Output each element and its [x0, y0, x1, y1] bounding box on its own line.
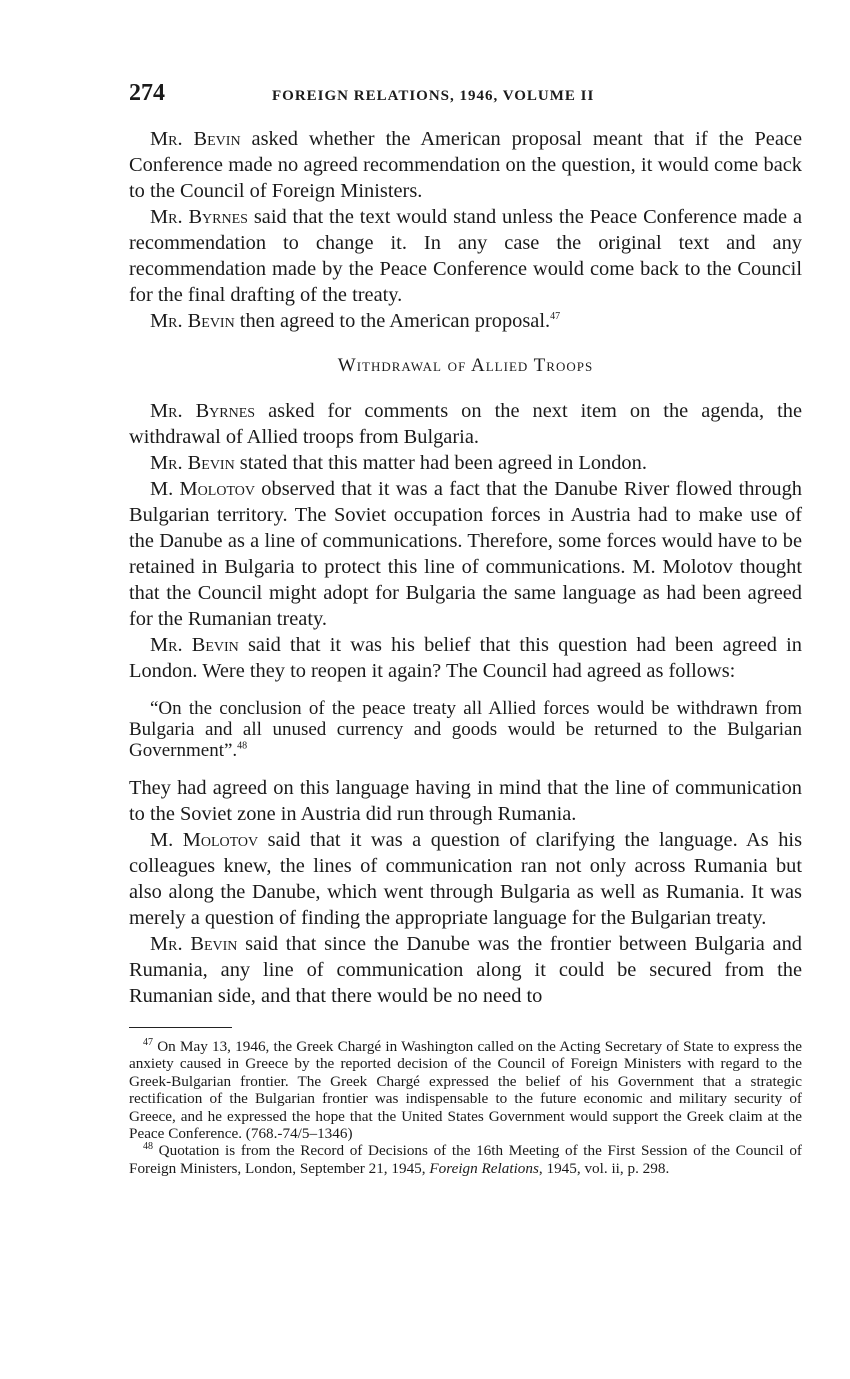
footnote-reference[interactable]: 47	[550, 311, 561, 323]
paragraph-text: asked whether the American proposal meant that if the Peace Conference made no agreed recommendation on the question, it would come back to the Council of Foreign Ministers.	[129, 128, 803, 202]
paragraph	[129, 204, 802, 308]
paragraph	[129, 476, 802, 632]
speaker-name: Mr. Bevin	[150, 933, 238, 955]
speaker-name: Mr. Bevin	[150, 634, 239, 656]
footnote-text: , 1945, vol. ii, p. 298.	[538, 1159, 670, 1177]
paragraph	[129, 126, 802, 204]
footnote-text: Quotation is from the Record of Decisions of the 16th Meeting of the First Session of the Council of Foreign Ministers, London, September 21, 1945,	[129, 1142, 802, 1177]
footnote-divider	[129, 1027, 232, 1028]
page-number: 274	[129, 80, 165, 106]
block-quote	[129, 698, 802, 761]
section-heading: Withdrawal of Allied Troops	[337, 355, 594, 376]
paragraph-text: said that the text would stand unless the Peace Conference made a recommendation to change it. In any case the original text and any recommendation made by the Peace Conference would come back to the Council for the final drafting of the treaty.	[129, 206, 803, 306]
document-page	[129, 80, 802, 1177]
page-header	[129, 80, 802, 110]
footnote-47	[129, 1038, 802, 1142]
paragraph-text: said that it was a question of clarifying the language. As his colleagues knew, the lines of communication ran not only across Rumania but also along the Danube, which went through Bulgaria as well as Rumania. It was merely a question of finding the appropriate language for the Bulgarian treaty.	[129, 829, 802, 929]
paragraph-text: They had agreed on this language having in mind that the line of communication to the Soviet zone in Austria did run through Rumania.	[129, 777, 802, 825]
paragraph-text: said that it was his belief that this question had been agreed in London. Were they to reopen it again? The Council had agreed as follows:	[129, 634, 802, 682]
paragraph	[129, 632, 802, 684]
footnote-mark: 48	[143, 1141, 153, 1153]
footnote-48	[129, 1142, 802, 1177]
footnote-text: On May 13, 1946, the Greek Chargé in Washington called on the Acting Secretary of State to express the anxiety caused in Greece by the reported decision of the Council of Foreign Ministers with regard to the Greek-Bulgarian frontier. The Greek Chargé expressed the belief of his Government that a strategic rectification of the Bulgarian frontier was indispensable to the future economic and military security of Greece, and he expressed the hope that the United States Government would support the Greek claim at the Peace Conference. (768.-74/5–1346)	[129, 1038, 802, 1143]
footnote-mark: 47	[143, 1036, 153, 1048]
paragraph	[129, 775, 802, 827]
speaker-name: Mr. Bevin	[150, 452, 235, 474]
paragraph	[129, 398, 802, 450]
paragraph	[129, 450, 802, 476]
paragraph	[129, 827, 802, 931]
quote-text: “On the conclusion of the peace treaty all Allied forces would be withdrawn from Bulgaria and all unused currency and goods would be returned to the Bulgarian Government”.	[129, 698, 802, 761]
paragraph-text: said that since the Danube was the frontier between Bulgaria and Rumania, any line of communication along it could be secured from the Rumanian side, and that there would be no need to	[129, 933, 802, 1007]
paragraph-text: observed that it was a fact that the Danube River flowed through Bulgarian territory. The Soviet occupation forces in Austria had to make use of the Danube as a line of communications. Therefore, some forces would have to be retained in Bulgaria to protect this line of communications. M. Molotov thought that the Council might adopt for Bulgaria the same language as had been agreed for the Rumanian treaty.	[129, 478, 802, 630]
speaker-name: Mr. Byrnes	[150, 206, 248, 228]
speaker-name: M. Molotov	[150, 478, 255, 500]
speaker-name: Mr. Byrnes	[150, 400, 256, 422]
speaker-name: Mr. Bevin	[150, 128, 241, 150]
paragraph	[129, 308, 802, 334]
publication-title: Foreign Relations	[429, 1159, 539, 1177]
paragraph-text: then agreed to the American proposal.	[234, 310, 551, 332]
running-head: FOREIGN RELATIONS, 1946, VOLUME II	[272, 88, 595, 104]
paragraph	[129, 931, 802, 1009]
paragraph-text: stated that this matter had been agreed in London.	[234, 452, 647, 474]
speaker-name: M. Molotov	[150, 829, 259, 851]
paragraph-text: asked for comments on the next item on the agenda, the withdrawal of Allied troops from Bulgaria.	[129, 400, 802, 448]
footnote-reference[interactable]: 48	[237, 740, 248, 752]
speaker-name: Mr. Bevin	[150, 310, 235, 332]
